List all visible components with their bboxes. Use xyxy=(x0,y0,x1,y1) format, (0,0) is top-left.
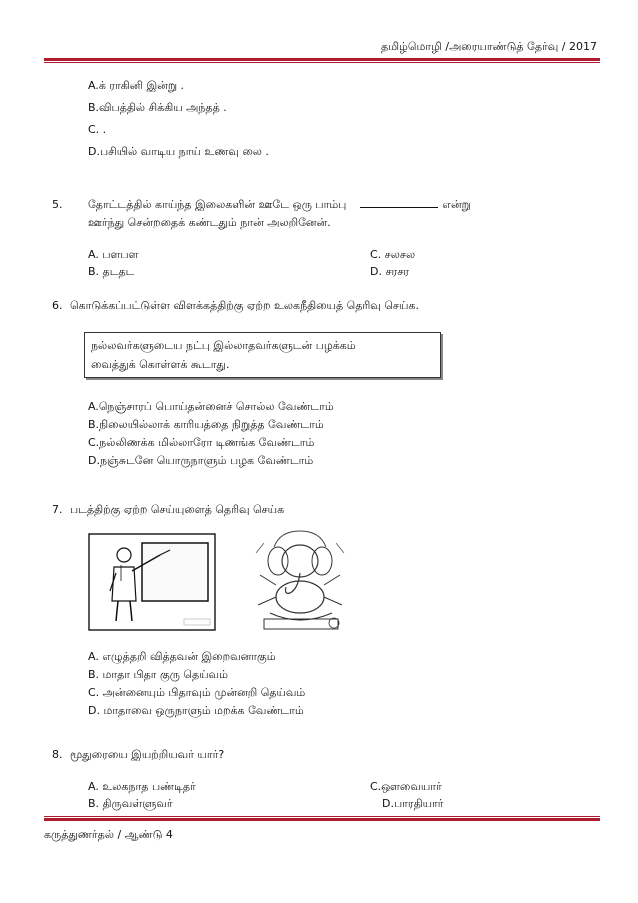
page-footer: கருத்துணர்தல் / ஆண்டு 4 xyxy=(44,828,173,841)
q7-number: 7. xyxy=(52,503,63,516)
q5-question-line1 xyxy=(88,198,471,213)
q5-question-line2: ஊர்ந்து சென்றதைக் கண்டதும் நான் அலறினேன். xyxy=(88,216,331,229)
q5-option-c: C. சலசல xyxy=(370,248,416,261)
q5-line1-end: என்று xyxy=(442,198,471,211)
q6-box-line1: நல்லவர்களுடைய நட்பு இல்லாதவர்களுடன் பழக்கம் xyxy=(91,339,356,352)
q8-option-b: B. திருவள்ளுவர் xyxy=(88,797,173,810)
footer-rule xyxy=(44,818,600,821)
q4-option-c: C. . xyxy=(88,123,107,136)
header-rule-thin xyxy=(44,62,600,63)
q8-number: 8. xyxy=(52,748,63,761)
q8-option-c: C.ஔவையார் xyxy=(370,780,442,793)
footer-rule-thin xyxy=(44,816,600,817)
q7-question: படத்திற்கு ஏற்ற செய்யுளைத் தெரிவு செய்க xyxy=(70,503,285,516)
q6-explanation-box xyxy=(84,332,441,378)
header-title: தமிழ்மொழி /அரையாண்டுத் தேர்வு / 2017 xyxy=(381,40,597,53)
q4-option-d: D.பசியில் வாடிய நாய் உணவு லை . xyxy=(88,145,269,158)
q6-option-b: B.நிலையில்லாக் காரியத்தை நிறுத்த வேண்டாம் xyxy=(88,418,324,431)
q5-line1-text: தோட்டத்தில் காய்ந்த இலைகளின் ஊடே ஒரு பாம்பு xyxy=(88,198,347,211)
q5-option-d: D. சரசர xyxy=(370,265,410,278)
q6-number: 6. xyxy=(52,299,63,312)
teacher-at-board-image xyxy=(88,533,216,631)
q7-option-a: A. எழுத்தறி வித்தவன் இறைவனாகும் xyxy=(88,650,276,663)
q5-blank xyxy=(360,207,438,208)
q7-option-d: D. மாதாவை ஒருநாளும் மறக்க வேண்டாம் xyxy=(88,704,304,717)
q5-number: 5. xyxy=(52,198,63,211)
q7-option-c: C. அன்னையும் பிதாவும் முன்னறி தெய்வம் xyxy=(88,686,306,699)
q5-option-a: A. பளபள xyxy=(88,248,139,261)
q6-question: கொடுக்கப்பட்டுள்ள விளக்கத்திற்கு ஏற்ற உலகநீதியைத் தெரிவு செய்க. xyxy=(70,299,419,312)
q7-option-b: B. மாதா பிதா குரு தெய்வம் xyxy=(88,668,228,681)
q6-option-a: A.நெஞ்சாரப் பொய்தன்னைச் சொல்ல வேண்டாம் xyxy=(88,400,334,413)
q6-option-d: D.நஞ்சுடனே யொருநாளும் பழக வேண்டாம் xyxy=(88,454,314,467)
q8-question: மூதுரையை இயற்றியவர் யார்? xyxy=(70,748,225,761)
ganesha-image xyxy=(246,527,354,635)
q5-option-b: B. தடதட xyxy=(88,265,135,278)
q4-option-b: B.விபத்தில் சிக்கிய அந்தத் . xyxy=(88,101,227,114)
header-rule xyxy=(44,58,600,61)
q4-option-a: A.க் ராகினி இன்று . xyxy=(88,79,185,92)
q6-option-c: C.நல்லிணக்க மில்லாரோ டிணங்க வேண்டாம் xyxy=(88,436,315,449)
q8-option-d: D.பாரதியார் xyxy=(382,797,444,810)
q8-option-a: A. உலகநாத பண்டிதர் xyxy=(88,780,196,793)
q6-box-line2: வைத்துக் கொள்ளக் கூடாது. xyxy=(91,358,230,371)
